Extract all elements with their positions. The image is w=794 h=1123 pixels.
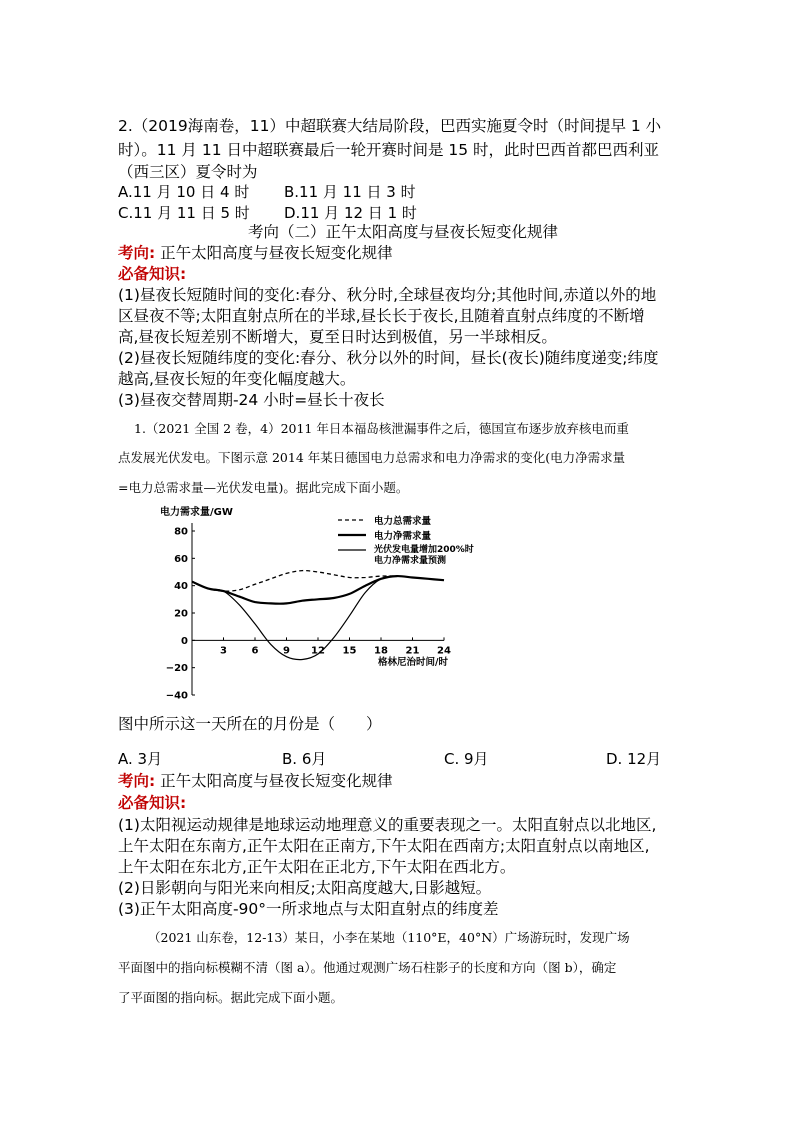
q1-option-b: B. 6月: [282, 750, 327, 768]
x-tick-label: 18: [374, 645, 388, 657]
block1-p1-l1: (1)昼夜长短随时间的变化:春分、秋分时,全球昼夜均分;其他时间,赤道以外的地: [118, 286, 657, 304]
x-tick-label: 3: [220, 645, 227, 657]
q1-option-c: C. 9月: [444, 750, 489, 768]
x-axis-label: 格林尼治时间/时: [378, 657, 448, 668]
y-tick-label: 60: [174, 553, 188, 565]
q1-line-2: 点发展光伏发电。下图示意 2014 年某日德国电力总需求和电力净需求的变化(电力净需求量: [118, 450, 626, 465]
kaoxiang-2: [118, 771, 393, 792]
q2-line-1: 2.（2019海南卷，11）中超联赛大结局阶段，巴西实施夏令时（时间提早 1 小: [118, 117, 662, 135]
block2-p1-l3: 上午太阳在东北方,正午太阳在正北方,下午太阳在西北方。: [118, 858, 516, 876]
q1-option-d: D. 12月: [606, 750, 662, 768]
demand-chart: [160, 505, 474, 705]
q2-line-3: （西三区）夏令时为: [118, 163, 258, 181]
y-axis-label: 电力需求量/GW: [160, 507, 233, 518]
block1-p1-l3: 高,昼夜长短差别不断增大，夏至日时达到极值，另一半球相反。: [118, 328, 557, 346]
zhishi-label-1: 必备知识:: [118, 265, 187, 283]
q1-option-a: A. 3月: [118, 750, 163, 768]
block2-p2: (2)日影朝向与阳光来向相反;太阳高度越大,日影越短。: [118, 879, 492, 897]
block1-p2-l1: (2)昼夜长短随纬度的变化:春分、秋分以外的时间，昼长(夜长)随纬度递变;纬度: [118, 349, 659, 367]
kaoxiang-label: 考向:: [118, 772, 156, 790]
x-tick-label: 6: [251, 645, 259, 657]
y-tick-label: 80: [174, 526, 188, 538]
block1-p1-l2: 区昼夜不等;太阳直射点所在的半球,昼长长于夜长,且随着直射点纬度的不断增: [118, 307, 645, 325]
block2-p1-l2: 上午太阳在东南方,正午太阳在正南方,下午太阳在西南方;太阳直射点以南地区,: [118, 837, 650, 855]
q2-option-c: C.11 月 11 日 5 时: [118, 204, 250, 222]
y-tick-label: −20: [165, 663, 188, 675]
q2-option-b: B.11 月 11 日 3 时: [284, 183, 416, 201]
section-title: 考向（二）正午太阳高度与昼夜长短变化规律: [248, 223, 559, 241]
kaoxiang-text: 正午太阳高度与昼夜长短变化规律: [160, 772, 393, 790]
kaoxiang-label: 考向:: [118, 244, 156, 262]
legend-forecast-1: 光伏发电量增加200%时: [374, 545, 474, 555]
series-line-2: [192, 576, 444, 604]
q2-option-a: A.11 月 10 日 4 时: [118, 183, 250, 201]
kaoxiang-text: 正午太阳高度与昼夜长短变化规律: [160, 244, 393, 262]
q3-line-2: 平面图中的指向标模糊不清（图 a）。他通过观测广场石柱影子的长度和方向（图 b），确定: [118, 960, 617, 975]
kaoxiang-1: [118, 243, 393, 264]
q2-option-d: D.11 月 12 日 1 时: [284, 204, 417, 222]
q3-line-3: 了平面图的指向标。据此完成下面小题。: [118, 990, 344, 1005]
q2-line-2: 时）。11 月 11 日中超联赛最后一轮开赛时间是 15 时，此时巴西首都巴西利亚: [118, 141, 660, 159]
legend-net: 电力净需求量: [374, 531, 432, 542]
chart-legend: [338, 515, 474, 566]
x-tick-label: 15: [342, 645, 357, 657]
block1-p2-l2: 越高,昼夜长短的年变化幅度越大。: [118, 370, 356, 388]
y-tick-label: 20: [174, 608, 188, 620]
zhishi-label-2: 必备知识:: [118, 794, 187, 812]
y-tick-label: −40: [165, 690, 188, 702]
y-tick-label: 40: [174, 581, 188, 593]
y-tick-label: 0: [181, 635, 188, 647]
q3-line-1: （2021 山东卷，12-13）某日，小李在某地（110°E，40°N）广场游玩时，发现广场: [148, 930, 630, 945]
block1-p3: (3)昼夜交替周期-24 小时=昼长十夜长: [118, 391, 385, 409]
block2-p3: (3)正午太阳高度-90°一所求地点与太阳直射点的纬度差: [118, 900, 499, 918]
series-line-1: [192, 571, 444, 592]
q1-line-3: =电力总需求量—光伏发电量)。据此完成下面小题。: [118, 480, 409, 495]
block2-p1-l1: (1)太阳视运动规律是地球运动地理意义的重要表现之一。太阳直射点以北地区,: [118, 816, 657, 834]
x-tick-label: 12: [311, 645, 325, 657]
legend-total: 电力总需求量: [374, 516, 432, 527]
legend-forecast-2: 电力净需求量预测: [374, 556, 447, 566]
q1-question: 图中所示这一天所在的月份是（ ）: [118, 715, 382, 733]
q1-line-1: 1.（2021 全国 2 卷，4）2011 年日本福岛核泄漏事件之后，德国宣布逐步放弃核电而重: [134, 421, 629, 436]
x-tick-label: 9: [283, 645, 290, 657]
x-tick-label: 21: [405, 645, 420, 657]
x-tick-label: 24: [437, 645, 451, 657]
